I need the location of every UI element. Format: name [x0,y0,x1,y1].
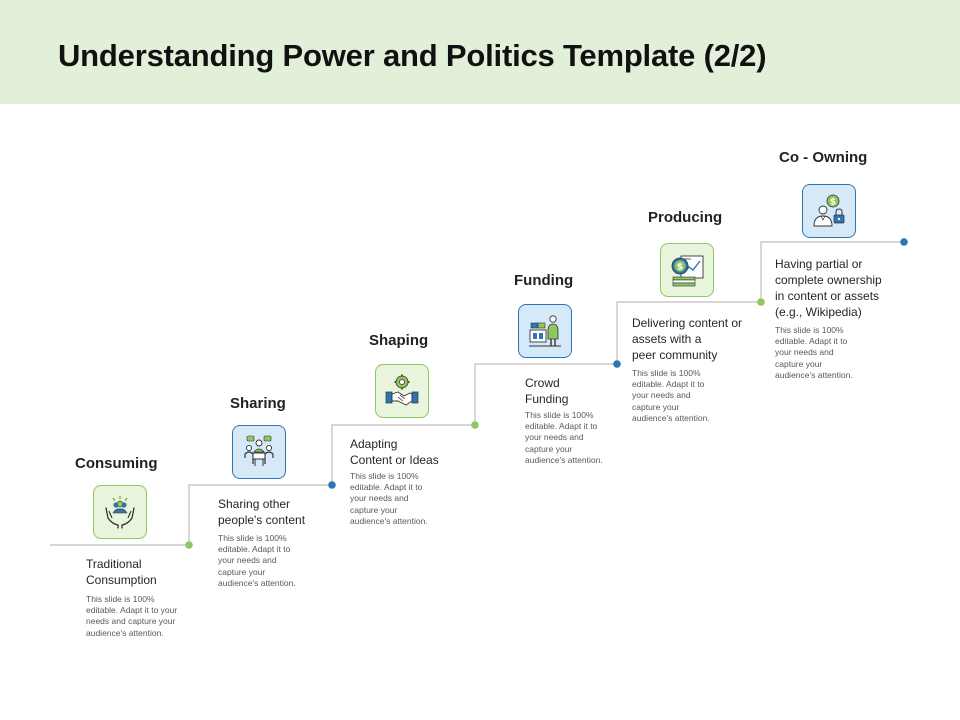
step-dot-2 [328,481,336,489]
step-note-consuming [86,594,177,639]
step-desc-co-owning [775,256,882,320]
desc-line: Content or Ideas [350,453,439,467]
step-icon-box-consuming [93,485,147,539]
hands-people-icon [102,494,138,530]
step-note-co-owning [775,325,853,381]
note-line: your needs and [632,390,691,401]
desc-line: in content or assets [775,289,880,303]
note-line: editable. Adapt it to [350,482,423,493]
step-title-shaping: Shaping [369,332,429,349]
note-line: audience's attention. [525,454,603,465]
note-line: capture your [775,358,823,369]
note-line: your needs and [218,555,277,566]
desc-line: Consumption [86,573,157,587]
desc-line: Crowd [525,376,560,390]
note-line: This slide is 100% [350,471,419,481]
step-note-shaping [350,471,428,527]
svg-text:$: $ [829,197,837,208]
money-chart-icon [669,252,705,288]
desc-line: Delivering content or [632,316,743,330]
note-line: editable. Adapt it to [218,544,291,555]
step-desc-consuming [86,556,157,588]
note-line: capture your [525,443,573,454]
note-line: needs and capture your [86,616,176,627]
desc-line: Funding [525,392,569,406]
note-line: audience's attention. [218,577,296,588]
step-desc-producing [632,315,742,363]
step-title-producing: Producing [648,209,723,226]
step-title-funding: Funding [514,272,574,289]
note-line: editable. Adapt it to [525,421,598,432]
step-title-co-owning: Co - Owning [779,149,868,166]
step-dot-3 [471,421,479,429]
note-line: editable. Adapt it to your [86,605,178,616]
person-money-icon [527,313,563,349]
desc-line: Sharing other [218,497,291,511]
step-dot-5 [757,298,765,306]
note-line: capture your [632,401,680,412]
step-icon-box-funding [518,304,572,358]
desc-line: Traditional [86,557,142,571]
step-dot-4 [613,360,621,368]
step-dot-6 [900,238,908,246]
note-line: capture your [218,566,266,577]
step-desc-sharing [218,496,305,528]
handshake-gear-icon [384,373,420,409]
note-line: editable. Adapt it to [775,336,848,347]
note-line: editable. Adapt it to [632,379,705,390]
desc-line: (e.g., Wikipedia) [775,305,862,319]
note-line: audience's attention. [350,515,428,526]
page-title: Understanding Power and Politics Template (2/2) [58,38,767,73]
step-desc-shaping [350,436,439,468]
desc-line: assets with a [632,332,702,346]
step-title-consuming: Consuming [75,455,158,472]
note-line: your needs and [775,347,834,358]
note-line: This slide is 100% [632,368,701,378]
note-line: capture your [350,504,398,515]
note-line: your needs and [525,432,584,443]
step-icon-box-shaping [375,364,429,418]
note-line: This slide is 100% [775,325,844,335]
step-icon-box-sharing [232,425,286,479]
step-note-sharing [218,533,296,589]
note-line: This slide is 100% [218,533,287,543]
note-line: your needs and [350,493,409,504]
note-line: audience's attention. [775,369,853,380]
note-line: This slide is 100% [86,594,155,604]
desc-line: complete ownership [775,273,882,287]
desc-line: peer community [632,348,718,362]
note-line: This slide is 100% [525,410,594,420]
step-icon-box-co-owning [802,184,856,238]
meeting-people-icon [241,434,277,470]
note-line: audience's attention. [632,412,710,423]
desc-line: people's content [218,513,306,527]
step-desc-funding [525,375,568,407]
step-dot-1 [185,541,193,549]
desc-line: Adapting [350,437,398,451]
step-note-producing [632,368,710,424]
svg-text:$: $ [676,262,684,273]
person-coin-lock-icon [811,193,847,229]
desc-line: Having partial or [775,257,863,271]
step-icon-box-producing [660,243,714,297]
note-line: audience's attention. [86,627,164,638]
step-title-sharing: Sharing [230,395,286,412]
step-note-funding [525,410,603,466]
